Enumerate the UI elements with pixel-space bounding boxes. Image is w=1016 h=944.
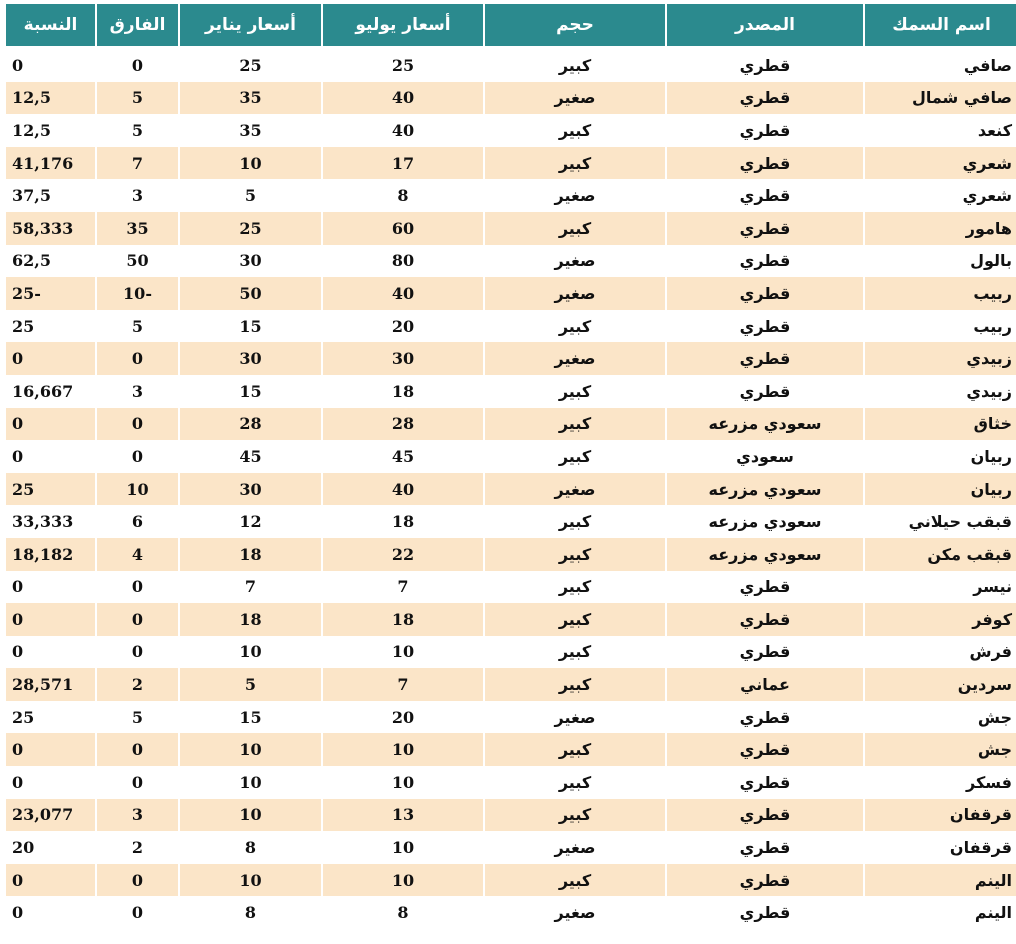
- table-row: [6, 505, 1016, 538]
- cell-july: 7: [323, 571, 483, 604]
- cell-name: خثاق: [865, 408, 1016, 441]
- cell-diff: 5: [97, 310, 178, 343]
- cell-january: 50: [180, 277, 321, 310]
- cell-size: كبير: [485, 571, 665, 604]
- cell-name: قرقفان: [865, 831, 1016, 864]
- cell-size: كبير: [485, 49, 665, 82]
- price-table-container: [4, 4, 1012, 929]
- cell-size: كبير: [485, 212, 665, 245]
- cell-january: 10: [180, 733, 321, 766]
- cell-pct: 16,667: [6, 375, 95, 408]
- cell-source: قطري: [667, 864, 863, 897]
- cell-diff: 0: [97, 636, 178, 669]
- cell-july: 25: [323, 49, 483, 82]
- cell-january: 5: [180, 179, 321, 212]
- cell-july: 13: [323, 799, 483, 832]
- cell-diff: 0: [97, 864, 178, 897]
- cell-january: 10: [180, 636, 321, 669]
- cell-january: 8: [180, 896, 321, 929]
- cell-source: قطري: [667, 766, 863, 799]
- cell-size: كبير: [485, 538, 665, 571]
- cell-source: قطري: [667, 114, 863, 147]
- cell-source: سعودي مزرعه: [667, 473, 863, 506]
- cell-pct: 0: [6, 603, 95, 636]
- cell-pct: 0: [6, 864, 95, 897]
- cell-january: 35: [180, 114, 321, 147]
- cell-january: 25: [180, 49, 321, 82]
- cell-july: 60: [323, 212, 483, 245]
- cell-july: 40: [323, 82, 483, 115]
- cell-diff: 10-: [97, 277, 178, 310]
- table-row: [6, 277, 1016, 310]
- cell-pct: 33,333: [6, 505, 95, 538]
- fish-price-table: [4, 4, 1016, 929]
- cell-size: كبير: [485, 733, 665, 766]
- cell-diff: 0: [97, 440, 178, 473]
- cell-january: 10: [180, 766, 321, 799]
- cell-size: صغير: [485, 896, 665, 929]
- cell-name: الينم: [865, 864, 1016, 897]
- cell-name: صافي: [865, 49, 1016, 82]
- cell-source: قطري: [667, 831, 863, 864]
- cell-size: صغير: [485, 473, 665, 506]
- cell-diff: 0: [97, 571, 178, 604]
- cell-size: صغير: [485, 245, 665, 278]
- table-row: [6, 82, 1016, 115]
- cell-source: قطري: [667, 636, 863, 669]
- cell-diff: 3: [97, 799, 178, 832]
- cell-july: 28: [323, 408, 483, 441]
- cell-pct: 0: [6, 49, 95, 82]
- cell-name: شعري: [865, 179, 1016, 212]
- cell-size: كبير: [485, 668, 665, 701]
- header-name: اسم السمك: [865, 4, 1016, 49]
- cell-pct: 0: [6, 408, 95, 441]
- cell-size: كبير: [485, 114, 665, 147]
- table-row: [6, 603, 1016, 636]
- cell-source: قطري: [667, 342, 863, 375]
- cell-pct: 0: [6, 571, 95, 604]
- table-row: [6, 310, 1016, 343]
- cell-diff: 0: [97, 733, 178, 766]
- cell-pct: 25: [6, 473, 95, 506]
- table-row: [6, 636, 1016, 669]
- cell-source: قطري: [667, 147, 863, 180]
- cell-july: 18: [323, 375, 483, 408]
- cell-pct: 12,5: [6, 82, 95, 115]
- cell-january: 30: [180, 473, 321, 506]
- cell-size: كبير: [485, 505, 665, 538]
- header-size: حجم: [485, 4, 665, 49]
- cell-diff: 50: [97, 245, 178, 278]
- cell-name: فرش: [865, 636, 1016, 669]
- header-pct: النسبة: [6, 4, 95, 49]
- cell-name: كوفر: [865, 603, 1016, 636]
- cell-pct: 18,182: [6, 538, 95, 571]
- cell-pct: 37,5: [6, 179, 95, 212]
- cell-source: قطري: [667, 82, 863, 115]
- table-row: [6, 668, 1016, 701]
- cell-size: صغير: [485, 701, 665, 734]
- cell-pct: 0: [6, 896, 95, 929]
- cell-january: 18: [180, 603, 321, 636]
- cell-size: كبير: [485, 310, 665, 343]
- cell-january: 18: [180, 538, 321, 571]
- cell-name: شعري: [865, 147, 1016, 180]
- cell-july: 10: [323, 733, 483, 766]
- cell-size: كبير: [485, 864, 665, 897]
- table-row: [6, 896, 1016, 929]
- cell-pct: 0: [6, 342, 95, 375]
- cell-size: كبير: [485, 375, 665, 408]
- cell-size: صغير: [485, 277, 665, 310]
- cell-diff: 5: [97, 82, 178, 115]
- cell-january: 10: [180, 147, 321, 180]
- cell-january: 8: [180, 831, 321, 864]
- cell-name: صافي شمال: [865, 82, 1016, 115]
- table-row: [6, 733, 1016, 766]
- cell-source: قطري: [667, 733, 863, 766]
- header-source: المصدر: [667, 4, 863, 49]
- cell-source: قطري: [667, 179, 863, 212]
- cell-source: عماني: [667, 668, 863, 701]
- cell-diff: 2: [97, 831, 178, 864]
- cell-july: 10: [323, 831, 483, 864]
- cell-size: كبير: [485, 799, 665, 832]
- table-row: [6, 375, 1016, 408]
- table-row: [6, 212, 1016, 245]
- cell-diff: 3: [97, 375, 178, 408]
- cell-size: صغير: [485, 831, 665, 864]
- cell-january: 28: [180, 408, 321, 441]
- cell-diff: 7: [97, 147, 178, 180]
- cell-name: سردين: [865, 668, 1016, 701]
- table-row: [6, 831, 1016, 864]
- cell-source: سعودي مزرعه: [667, 408, 863, 441]
- cell-pct: 23,077: [6, 799, 95, 832]
- cell-source: قطري: [667, 896, 863, 929]
- cell-source: قطري: [667, 375, 863, 408]
- cell-pct: 62,5: [6, 245, 95, 278]
- cell-january: 30: [180, 342, 321, 375]
- table-row: [6, 179, 1016, 212]
- cell-name: قبقب حيلاني: [865, 505, 1016, 538]
- cell-name: جش: [865, 733, 1016, 766]
- cell-january: 25: [180, 212, 321, 245]
- cell-diff: 0: [97, 766, 178, 799]
- cell-july: 30: [323, 342, 483, 375]
- cell-july: 40: [323, 114, 483, 147]
- cell-july: 17: [323, 147, 483, 180]
- cell-source: قطري: [667, 571, 863, 604]
- cell-diff: 10: [97, 473, 178, 506]
- cell-pct: 25-: [6, 277, 95, 310]
- cell-diff: 0: [97, 896, 178, 929]
- cell-name: بالول: [865, 245, 1016, 278]
- table-row: [6, 147, 1016, 180]
- cell-pct: 25: [6, 701, 95, 734]
- table-row: [6, 440, 1016, 473]
- cell-pct: 0: [6, 733, 95, 766]
- cell-january: 7: [180, 571, 321, 604]
- cell-july: 18: [323, 505, 483, 538]
- cell-size: كبير: [485, 408, 665, 441]
- cell-source: سعودي مزرعه: [667, 538, 863, 571]
- cell-pct: 0: [6, 766, 95, 799]
- table-row: [6, 114, 1016, 147]
- cell-pct: 12,5: [6, 114, 95, 147]
- cell-july: 45: [323, 440, 483, 473]
- cell-name: ربيب: [865, 310, 1016, 343]
- cell-january: 30: [180, 245, 321, 278]
- cell-january: 10: [180, 864, 321, 897]
- table-row: [6, 766, 1016, 799]
- cell-name: زبيدي: [865, 342, 1016, 375]
- header-row: [6, 4, 1016, 49]
- cell-diff: 0: [97, 408, 178, 441]
- cell-source: قطري: [667, 603, 863, 636]
- cell-january: 15: [180, 701, 321, 734]
- cell-july: 10: [323, 766, 483, 799]
- cell-size: كبير: [485, 766, 665, 799]
- table-row: [6, 408, 1016, 441]
- cell-size: صغير: [485, 342, 665, 375]
- cell-pct: 58,333: [6, 212, 95, 245]
- cell-january: 12: [180, 505, 321, 538]
- cell-diff: 0: [97, 49, 178, 82]
- table-row: [6, 538, 1016, 571]
- cell-pct: 0: [6, 636, 95, 669]
- cell-name: قبقب مكن: [865, 538, 1016, 571]
- cell-july: 8: [323, 896, 483, 929]
- cell-name: ربيان: [865, 440, 1016, 473]
- cell-july: 20: [323, 701, 483, 734]
- cell-source: قطري: [667, 310, 863, 343]
- cell-name: كنعد: [865, 114, 1016, 147]
- cell-source: قطري: [667, 49, 863, 82]
- cell-pct: 25: [6, 310, 95, 343]
- cell-name: نيسر: [865, 571, 1016, 604]
- cell-diff: 2: [97, 668, 178, 701]
- table-row: [6, 342, 1016, 375]
- cell-july: 22: [323, 538, 483, 571]
- cell-january: 15: [180, 310, 321, 343]
- cell-size: صغير: [485, 179, 665, 212]
- table-row: [6, 799, 1016, 832]
- cell-diff: 5: [97, 114, 178, 147]
- cell-july: 7: [323, 668, 483, 701]
- cell-size: كبير: [485, 440, 665, 473]
- cell-source: قطري: [667, 212, 863, 245]
- cell-name: جش: [865, 701, 1016, 734]
- cell-january: 15: [180, 375, 321, 408]
- cell-name: ربيب: [865, 277, 1016, 310]
- cell-january: 10: [180, 799, 321, 832]
- cell-january: 35: [180, 82, 321, 115]
- table-row: [6, 49, 1016, 82]
- table-row: [6, 701, 1016, 734]
- cell-pct: 41,176: [6, 147, 95, 180]
- cell-pct: 20: [6, 831, 95, 864]
- cell-source: سعودي مزرعه: [667, 505, 863, 538]
- cell-july: 80: [323, 245, 483, 278]
- cell-name: هامور: [865, 212, 1016, 245]
- cell-diff: 5: [97, 701, 178, 734]
- table-body: [6, 49, 1016, 929]
- table-row: [6, 864, 1016, 897]
- header-july: أسعار يوليو: [323, 4, 483, 49]
- cell-pct: 0: [6, 440, 95, 473]
- cell-source: قطري: [667, 799, 863, 832]
- cell-diff: 35: [97, 212, 178, 245]
- table-row: [6, 473, 1016, 506]
- cell-name: قرقفان: [865, 799, 1016, 832]
- cell-size: كبير: [485, 147, 665, 180]
- cell-july: 10: [323, 864, 483, 897]
- cell-july: 40: [323, 277, 483, 310]
- cell-source: قطري: [667, 701, 863, 734]
- cell-name: فسكر: [865, 766, 1016, 799]
- table-row: [6, 571, 1016, 604]
- cell-diff: 0: [97, 342, 178, 375]
- table-row: [6, 245, 1016, 278]
- cell-pct: 28,571: [6, 668, 95, 701]
- cell-diff: 6: [97, 505, 178, 538]
- cell-size: صغير: [485, 82, 665, 115]
- cell-july: 8: [323, 179, 483, 212]
- cell-source: قطري: [667, 277, 863, 310]
- cell-size: كبير: [485, 603, 665, 636]
- cell-july: 20: [323, 310, 483, 343]
- cell-july: 18: [323, 603, 483, 636]
- header-diff: الفارق: [97, 4, 178, 49]
- cell-name: زبيدي: [865, 375, 1016, 408]
- cell-july: 40: [323, 473, 483, 506]
- cell-name: الينم: [865, 896, 1016, 929]
- header-january: أسعار يناير: [180, 4, 321, 49]
- cell-size: كبير: [485, 636, 665, 669]
- cell-name: ربيان: [865, 473, 1016, 506]
- cell-source: قطري: [667, 245, 863, 278]
- cell-diff: 0: [97, 603, 178, 636]
- cell-january: 45: [180, 440, 321, 473]
- cell-diff: 3: [97, 179, 178, 212]
- cell-source: سعودي: [667, 440, 863, 473]
- cell-january: 5: [180, 668, 321, 701]
- cell-diff: 4: [97, 538, 178, 571]
- cell-july: 10: [323, 636, 483, 669]
